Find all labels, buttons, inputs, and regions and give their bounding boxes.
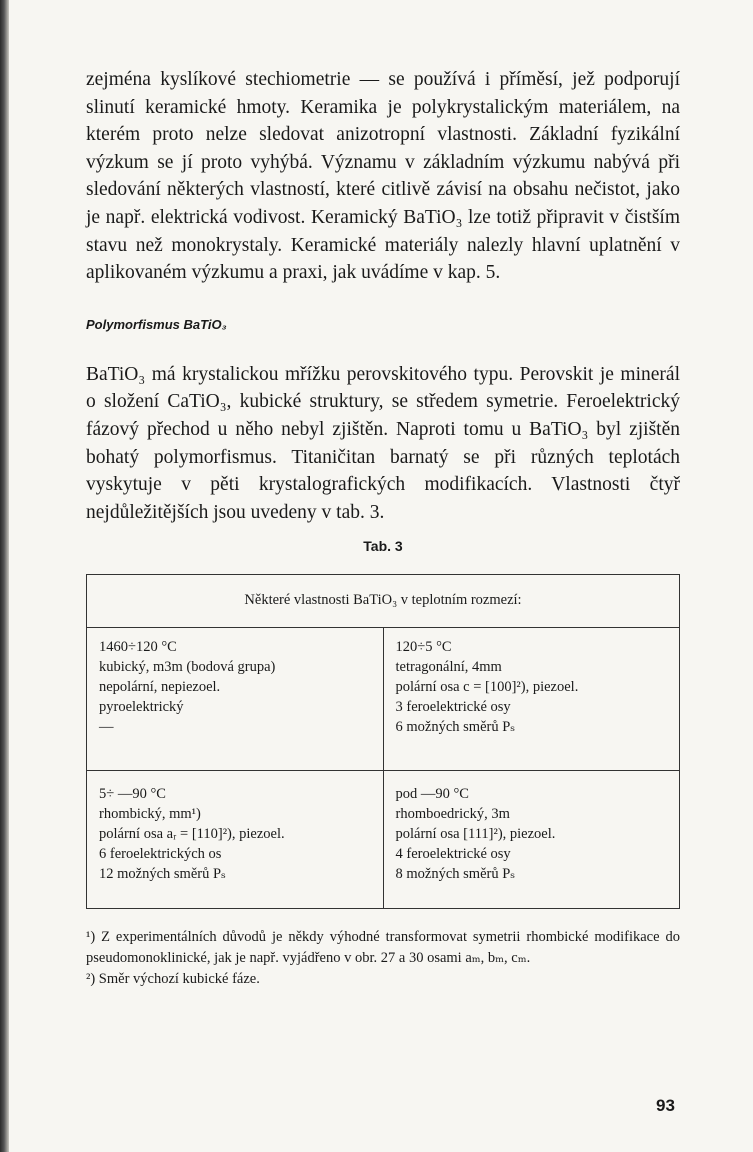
table-caption: Některé vlastnosti BaTiO₃ v teplotním rozmezí: [87, 575, 680, 628]
footnotes [86, 927, 680, 990]
cell-line: nepolární, nepiezoel. [99, 678, 221, 695]
cell-line: tetragonální, 4mm [395, 659, 502, 676]
cell-line: pod —90 °C [395, 786, 469, 803]
cell-line: 4 feroelektrické osy [395, 845, 511, 862]
cell-line: rhombický, mm¹) [99, 806, 201, 823]
table-cell-tetragonal [383, 628, 680, 771]
cell-line: rhomboedrický, 3m [395, 806, 510, 823]
cell-line: polární osa c = [100]²), piezoel. [395, 678, 579, 695]
section-heading: Polymorfismus BaTiO₃ [86, 316, 227, 332]
table-cell-rhombohedral [383, 771, 680, 909]
cell-line: 6 možných směrů Pₛ [395, 718, 516, 735]
footnote-1: ¹) Z experimentálních důvodů je někdy výhodné transformovat symetrii rhombické modifikace do pseudomonoklinické, jak je např. vyjádřeno v obr. 27 a 30 osami aₘ, bₘ, cₘ. [86, 929, 680, 967]
footnote-2: ²) Směr výchozí kubické fáze. [86, 971, 260, 988]
book-binding-edge [0, 0, 9, 1152]
table-number: Tab. 3 [363, 538, 403, 555]
cell-line: 3 feroelektrické osy [395, 698, 511, 715]
cell-line: 12 možných směrů Pₛ [99, 865, 226, 882]
page-number: 93 [656, 1096, 675, 1115]
cell-line: pyroelektrický [99, 698, 184, 715]
cell-line: polární osa aᵣ = [110]²), piezoel. [99, 825, 285, 842]
cell-line: 1460÷120 °C [99, 639, 177, 656]
page-content [86, 66, 680, 990]
paragraph-ceramics: zejména kyslíkové stechiometrie — se používá i příměsí, jež podporují slinutí keramické hmoty. Keramika je polykrystalickým materiálem, na kterém proto nelze sledovat anizotropní vlastnosti. Základní fyzikální výzkum se jí proto vyhýbá. Významu v základním výzkumu nabývá při sledování některých vlastností, které citlivě závisí na obsahu nečistot, jako je např. elektrická vodivost. Keramický BaTiO₃ lze totiž připravit v čistším stavu než monokrystaly. Keramické materiály nalezly hlavní uplatnění v aplikovaném výzkumu a praxi, jak uvádíme v kap. 5. [86, 69, 680, 284]
properties-table [86, 574, 680, 909]
paragraph-polymorphism: BaTiO₃ má krystalickou mřížku perovskitového typu. Perovskit je minerál o složení CaTiO₃, kubické struktury, se středem symetrie. Feroelektrický fázový přechod u něho nebyl zjištěn. Naproti tomu u BaTiO₃ byl zjištěn bohatý polymorfismus. Titaničitan barnatý se při různých teplotách vyskytuje v pěti krystalografických modifikacích. Vlastnosti čtyř nejdůležitějších jsou uvedeny v tab. 3. [86, 363, 680, 523]
cell-line: kubický, m3m (bodová grupa) [99, 659, 276, 676]
table-cell-cubic [87, 628, 384, 771]
cell-line: 6 feroelektrických os [99, 845, 222, 862]
cell-line: 120÷5 °C [395, 639, 452, 656]
table-cell-rhombic [87, 771, 384, 909]
cell-line: — [99, 718, 114, 735]
cell-line: 8 možných směrů Pₛ [395, 865, 516, 882]
cell-line: 5÷ —90 °C [99, 786, 166, 803]
cell-line: polární osa [111]²), piezoel. [395, 825, 556, 842]
